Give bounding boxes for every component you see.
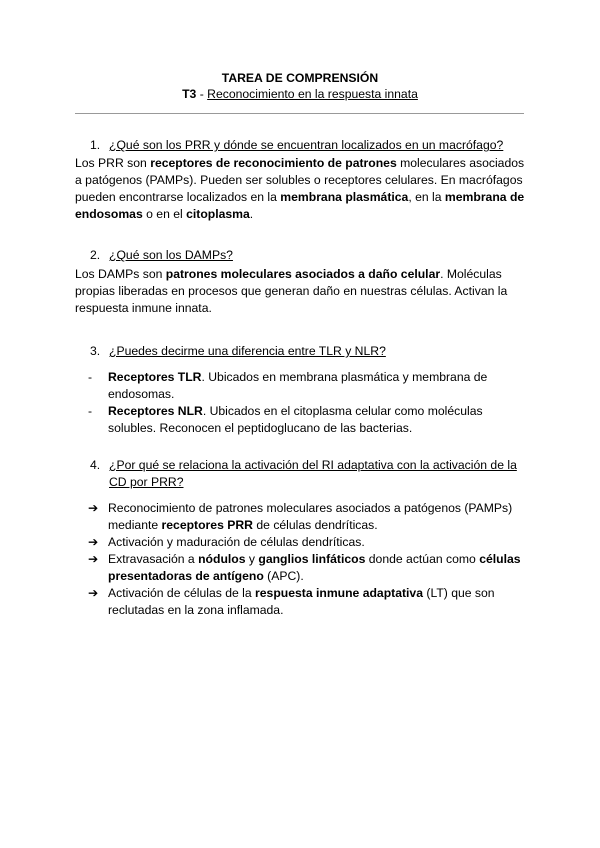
answer-text: o en el <box>142 207 187 221</box>
list-item-text: (LT) que son reclutadas en la zona inflamada. <box>108 586 495 617</box>
list-item <box>88 551 528 585</box>
answer-2 <box>75 266 525 317</box>
question-text: ¿Qué son los DAMPs? <box>109 248 233 262</box>
list-item-bold: nódulos <box>198 552 246 566</box>
list-item-bold: Receptores TLR <box>108 370 202 384</box>
answer-text: , en la <box>408 190 445 204</box>
list-item <box>88 534 528 551</box>
answer-bold: membrana plasmática <box>280 190 409 204</box>
answer-3-list <box>88 369 528 437</box>
list-item <box>88 369 528 403</box>
arrow-right-icon: ➔ <box>88 535 99 549</box>
list-item <box>88 500 528 534</box>
list-item-text: Activación y maduración de células dendríticas. <box>108 535 365 549</box>
list-item-text: (APC). <box>263 569 304 583</box>
answer-bold: receptores de reconocimiento de patrones <box>150 156 397 170</box>
question-text: ¿Por qué se relaciona la activación del RI adaptativa con la activación de la CD por PRR? <box>109 458 517 489</box>
arrow-right-icon: ➔ <box>88 552 99 566</box>
list-item-text: Activación de células de la <box>108 586 256 600</box>
dash-bullet: - <box>88 370 93 384</box>
question-1 <box>90 137 530 154</box>
document-subtitle <box>0 86 600 103</box>
answer-4-list <box>88 500 528 619</box>
dash-bullet: - <box>88 404 93 418</box>
question-3 <box>90 343 530 360</box>
list-item-bold: ganglios linfáticos <box>258 552 366 566</box>
answer-bold: patrones moleculares asociados a daño celular <box>165 267 441 281</box>
answer-text: . <box>249 207 254 221</box>
question-4 <box>90 457 530 491</box>
list-item-text: donde actúan como <box>365 552 480 566</box>
list-item-text: Extravasación a <box>108 552 199 566</box>
list-item-bold: Receptores NLR <box>108 404 203 418</box>
list-item-text: . Ubicados en membrana plasmática y membrana de endosomas. <box>108 370 488 401</box>
list-item-bold: células presentadoras de antígeno <box>108 552 521 583</box>
question-number: 2. <box>90 248 101 262</box>
subtitle-text: Reconocimiento en la respuesta innata <box>207 87 418 101</box>
answer-text: Los DAMPs son <box>75 267 166 281</box>
list-item <box>88 585 528 619</box>
answer-text: Los PRR son <box>75 156 151 170</box>
question-2 <box>90 247 530 264</box>
answer-bold: membrana de endosomas <box>75 190 525 221</box>
arrow-right-icon: ➔ <box>88 586 99 600</box>
list-item <box>88 403 528 437</box>
answer-text: moleculares asociados a patógenos (PAMPs). Pueden ser solubles o receptores celulares. En macrófagos pueden encontrarse localizados en la <box>75 156 525 204</box>
list-item-bold: receptores PRR <box>161 518 253 532</box>
question-number: 3. <box>90 344 101 358</box>
horizontal-divider <box>75 113 524 114</box>
list-item-text: y <box>245 552 259 566</box>
answer-bold: citoplasma <box>186 207 250 221</box>
question-text: ¿Puedes decirme una diferencia entre TLR y NLR? <box>109 344 386 358</box>
list-item-bold: respuesta inmune adaptativa <box>255 586 423 600</box>
subtitle-separator: - <box>196 87 208 101</box>
task-code: T3 <box>182 87 197 101</box>
list-item-text: . Ubicados en el citoplasma celular como moléculas solubles. Reconocen el peptidoglucano de las bacterias. <box>108 404 483 435</box>
list-item-text: Reconocimiento de patrones moleculares asociados a patógenos (PAMPs) mediante <box>108 501 513 532</box>
answer-1 <box>75 155 525 223</box>
document-title: TAREA DE COMPRENSIÓN <box>221 71 379 85</box>
question-number: 4. <box>90 458 101 472</box>
arrow-right-icon: ➔ <box>88 501 99 515</box>
question-number: 1. <box>90 138 101 152</box>
question-text: ¿Qué son los PRR y dónde se encuentran localizados en un macrófago? <box>109 138 504 152</box>
list-item-text: de células dendríticas. <box>252 518 378 532</box>
answer-text: . Moléculas propias liberadas en procesos que generan daño en nuestras células. Activan la respuesta inmune innata. <box>75 267 508 315</box>
